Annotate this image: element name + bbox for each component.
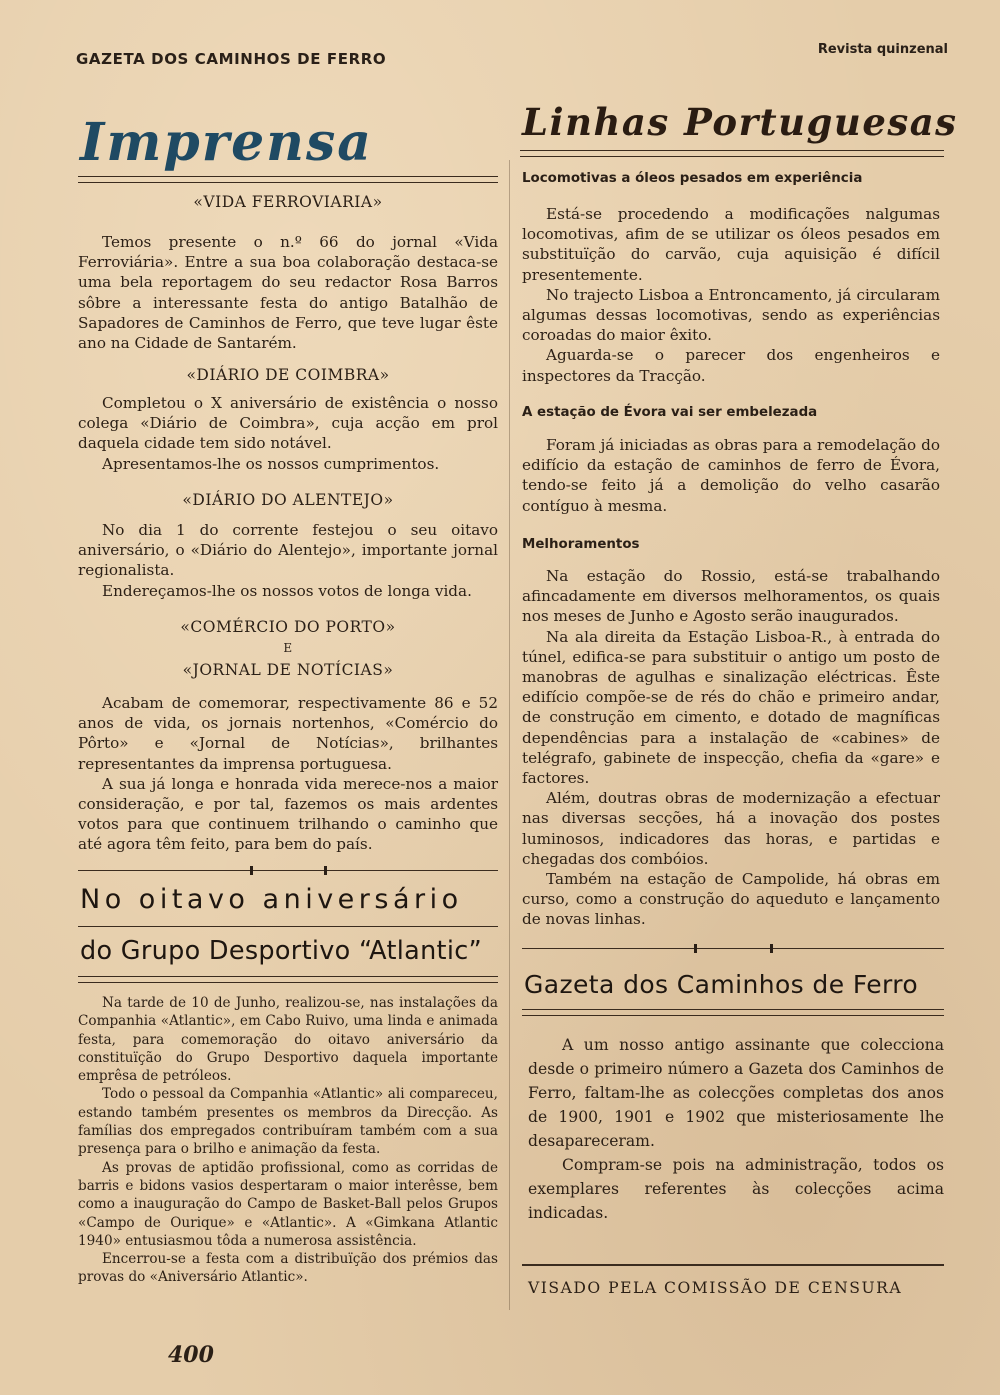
section-separator xyxy=(522,948,944,949)
atlantic-article-text xyxy=(78,994,498,1287)
comercio-porto-text xyxy=(78,693,498,855)
diario-coimbra-title: «DIÁRIO DE COIMBRA» xyxy=(186,366,390,384)
paragraph: Endereçamos-lhe os nossos votos de longa vida. xyxy=(102,581,472,600)
paragraph: Aguarda-se o parecer dos engenheiros e inspectores da Tracção. xyxy=(522,346,940,385)
paragraph: A sua já longa e honrada vida merece-nos a maior consideração, e por tal, fazemos os mais ardentes votos para que continuem trilhando o caminho que até agora têm feito, para bem do país. xyxy=(78,774,498,854)
paragraph: Na ala direita da Estação Lisboa-R., à entrada do túnel, edifica-se para substituir o antigo um posto de manobras de agulhas e sinalização eléctricas. Êste edifício compõe-se de rés do chão e primeiro andar, de construção em cimento, e dotado de magníficas dependências para a instalação de «cabines» de telégrafo, gabinete de inspecção, chefia da «gare» e factores. xyxy=(522,627,940,788)
paragraph: Completou o X aniversário de existência o nosso colega «Diário de Coimbra», cuja acção em prol daquela cidade tem sido notável. xyxy=(78,394,498,453)
gazeta-box-heading: Gazeta dos Caminhos de Ferro xyxy=(524,970,919,999)
atlantic-heading-line1: No oitavo aniversário xyxy=(80,884,463,915)
paragraph: Compram-se pois na administração, todos os exemplares referentes às colecções acima indicadas. xyxy=(528,1156,944,1222)
censura-rule xyxy=(522,1264,944,1266)
imprensa-heading-rule xyxy=(78,176,498,183)
linhas-heading-rule xyxy=(520,150,944,157)
gazeta-box-text xyxy=(528,1033,944,1225)
atlantic-heading-line2: do Grupo Desportivo “Atlantic” xyxy=(80,936,483,966)
imprensa-heading: Imprensa xyxy=(80,112,373,173)
paragraph: Na estação do Rossio, está-se trabalhando afincadamente em diversos melhoramentos, os quais nos meses de Junho e Agosto serão inaugurados. xyxy=(522,567,940,626)
atlantic-heading-rule xyxy=(78,926,498,927)
page-number: 400 xyxy=(168,1342,214,1368)
paragraph: Está-se procedendo a modificações nalgumas locomotivas, afim de se utilizar os óleos pesados em substituïção do carvão, cuja aquisição é difícil presentemente. xyxy=(522,205,940,284)
paragraph: Também na estação de Campolide, há obras em curso, como a construção do aqueduto e lançamento de novas linhas. xyxy=(522,870,940,929)
paragraph: Acabam de comemorar, respectivamente 86 e 52 anos de vida, os jornais nortenhos, «Comércio do Pôrto» e «Jornal de Notícias», brilhantes representantes da imprensa portuguesa. xyxy=(78,694,498,773)
column-divider xyxy=(509,160,510,1310)
separator-mark xyxy=(770,944,773,953)
running-header-title: GAZETA DOS CAMINHOS DE FERRO xyxy=(76,50,387,68)
paragraph: Todo o pessoal da Companhia «Atlantic» ali compareceu, estando também presentes os membros da Direcção. As famílias dos empregados contribuíram também com a sua presença para o brilho e animação da festa. xyxy=(78,1086,498,1158)
paragraph: Apresentamos-lhe os nossos cumprimentos. xyxy=(102,454,440,473)
paragraph: No trajecto Lisboa a Entroncamento, já circularam algumas dessas locomotivas, sendo as experiências coroadas do maior êxito. xyxy=(522,285,940,345)
separator-mark xyxy=(324,866,327,875)
vida-ferroviaria-text xyxy=(78,232,498,353)
evora-text xyxy=(522,435,940,516)
vida-ferroviaria-title: «VIDA FERROVIARIA» xyxy=(193,193,383,211)
separator-mark xyxy=(250,866,253,875)
separator-mark xyxy=(694,944,697,953)
linhas-portuguesas-heading: Linhas Portuguesas xyxy=(522,100,958,144)
melhoramentos-text xyxy=(522,566,940,930)
paragraph: Encerrou-se a festa com a distribuïção dos prémios das provas do «Aniversário Atlantic». xyxy=(78,1251,498,1286)
section-separator xyxy=(78,870,498,871)
conjunction-e: E xyxy=(283,641,293,655)
diario-coimbra-text xyxy=(78,393,498,474)
paragraph: As provas de aptidão profissional, como as corridas de barris e bidons vasios despertaram o maior interêsse, bem como a inauguração do Campo de Basket-Ball pelos Grupos «Campo de Ourique» e «Atlantic». A «Gimkana Atlantic 1940» entusiasmou tôda a numerosa assistência. xyxy=(78,1159,498,1249)
jornal-noticias-title: «JORNAL DE NOTÍCIAS» xyxy=(182,661,394,679)
atlantic-heading-double-rule xyxy=(78,976,498,983)
locomotivas-text xyxy=(522,204,940,386)
diario-alentejo-title: «DIÁRIO DO ALENTEJO» xyxy=(182,491,394,509)
comercio-porto-title: «COMÉRCIO DO PORTO» xyxy=(180,618,396,636)
censorship-notice: VISADO PELA COMISSÃO DE CENSURA xyxy=(528,1279,903,1297)
locomotivas-subheading: Locomotivas a óleos pesados em experiência xyxy=(522,171,863,186)
paragraph: Na tarde de 10 de Junho, realizou-se, nas instalações da Companhia «Atlantic», em Cabo Ruivo, uma linda e animada festa, para comemoração do oitavo aniversário da constituïção do Grupo Desportivo daquela importante emprêsa de petróleos. xyxy=(78,995,498,1085)
melhoramentos-subheading: Melhoramentos xyxy=(522,537,640,552)
evora-subheading: A estação de Évora vai ser embelezada xyxy=(522,405,818,420)
paragraph: No dia 1 do corrente festejou o seu oitavo aniversário, o «Diário do Alentejo», importante jornal regionalista. xyxy=(78,521,498,580)
paragraph: Temos presente o n.º 66 do jornal «Vida Ferroviária». Entre a sua boa colaboração destaca-se uma bela reportagem do seu redactor Rosa Barros sôbre a interessante festa do antigo Batalhão de Sapadores de Caminhos de Ferro, que teve lugar êste ano na Cidade de Santarém. xyxy=(78,233,498,353)
paragraph: Além, doutras obras de modernização a efectuar nas diversas secções, há a inovação dos postes luminosos, indicadores das horas, e partidas e chegadas dos combóios. xyxy=(522,789,940,868)
gazeta-box-heading-rule xyxy=(522,1009,944,1016)
paragraph: Foram já iniciadas as obras para a remodelação do edifício da estação de caminhos de ferro de Évora, tendo-se feito já a demolição do velho casarão contíguo à mesma. xyxy=(522,436,940,515)
running-header-subtitle: Revista quinzenal xyxy=(817,42,948,57)
diario-alentejo-text xyxy=(78,520,498,601)
paragraph: A um nosso antigo assinante que colecciona desde o primeiro número a Gazeta dos Caminhos de Ferro, faltam-lhe as colecções completas dos anos de 1900, 1901 e 1902 que misteriosamente lhe desapareceram. xyxy=(528,1036,944,1150)
